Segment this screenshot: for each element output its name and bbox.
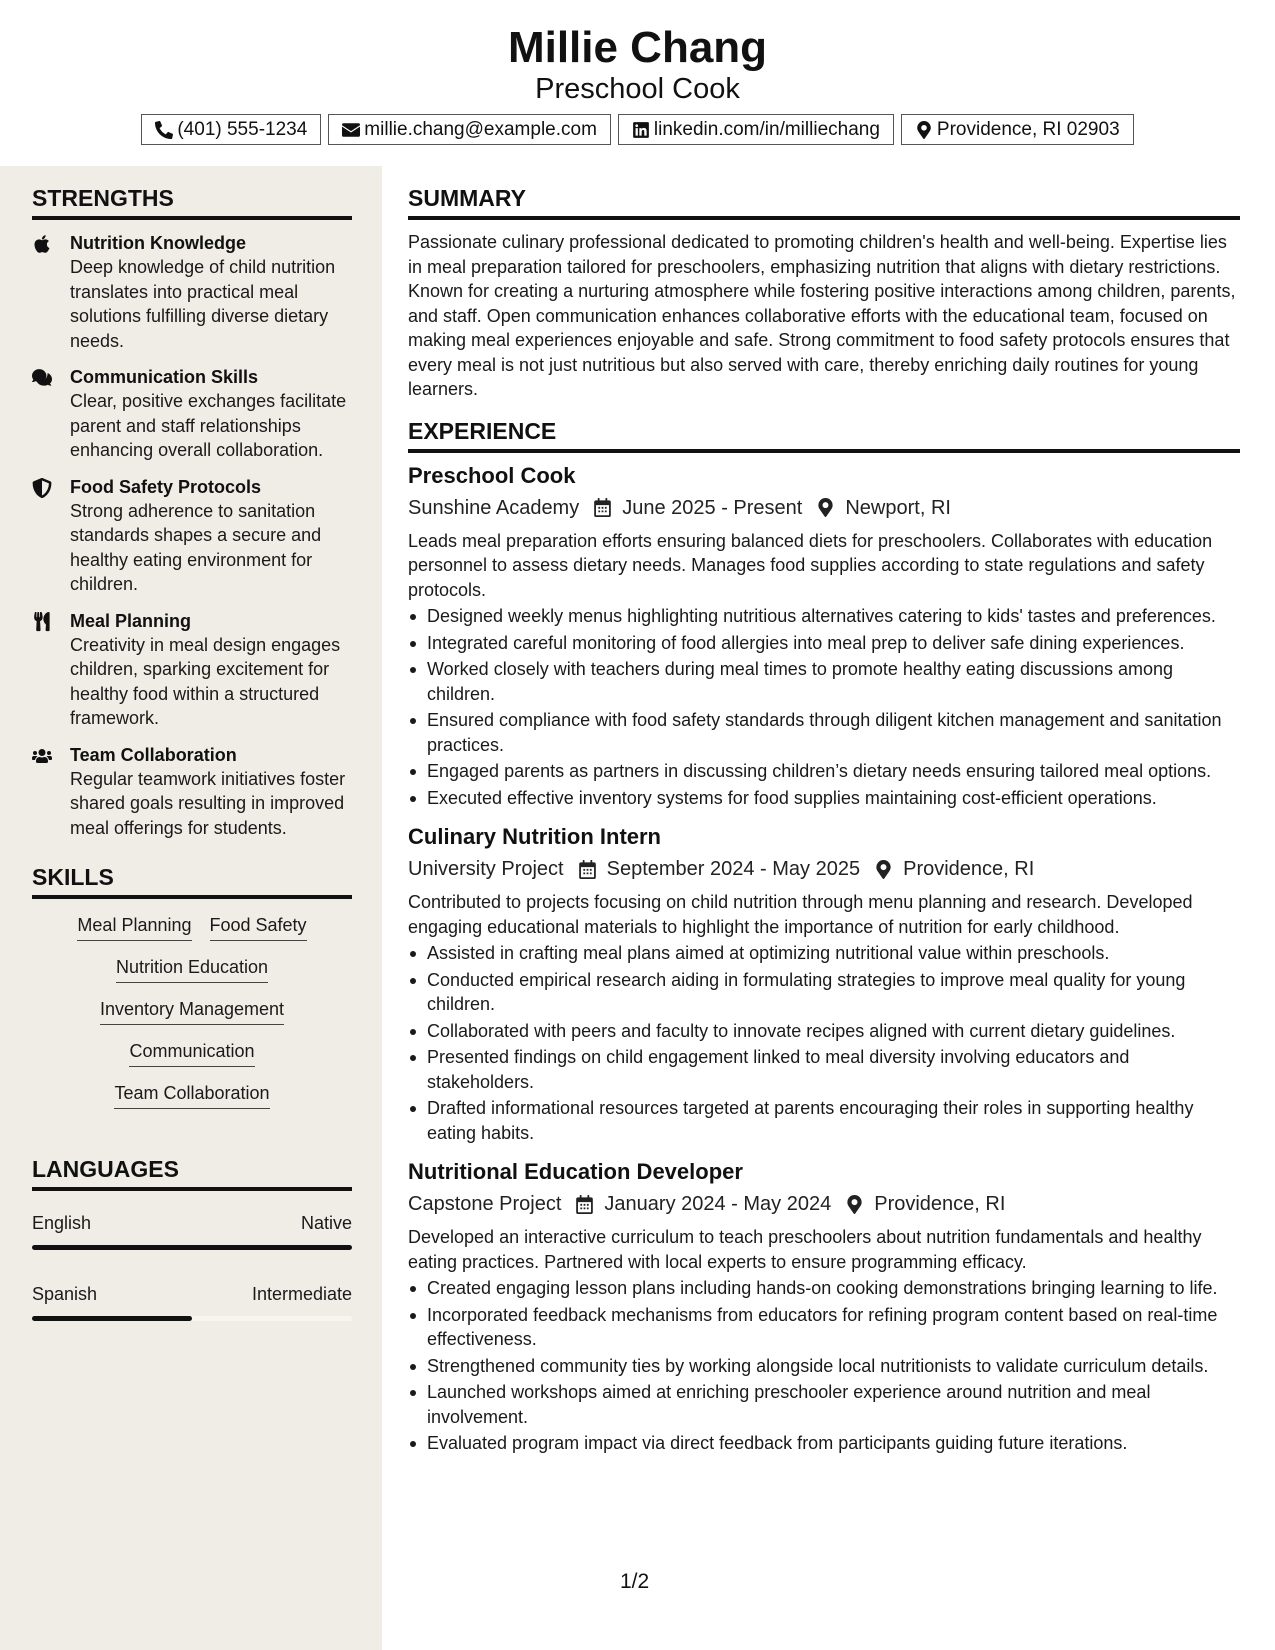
job-meta [408, 493, 1240, 523]
job-bullet: Strengthened community ties by working alongside local nutritionists to validate curriculum details. [408, 1354, 1240, 1379]
linkedin-icon [632, 121, 650, 139]
strengths-title: STRENGTHS [32, 166, 352, 220]
map-pin-icon [816, 498, 835, 517]
strength-title: Team Collaboration [70, 744, 237, 765]
map-pin-icon [874, 860, 893, 879]
job-bullet: Integrated careful monitoring of food allergies into meal prep to deliver safe dining experiences. [408, 631, 1240, 656]
job-bullet: Assisted in crafting meal plans aimed at optimizing nutritional value within preschools. [408, 941, 1240, 966]
strength-desc: Regular teamwork initiatives foster shared goals resulting in improved meal offerings for students. [70, 768, 346, 838]
strength-title: Nutrition Knowledge [70, 233, 246, 253]
job-bullet: Conducted empirical research aiding in formulating strategies to improve meal quality for young children. [408, 968, 1240, 1017]
job-bullet: Worked closely with teachers during meal times to promote healthy eating discussions among children. [408, 657, 1240, 706]
job-bullet: Engaged parents as partners in discussing children’s dietary needs ensuring tailored meal options. [408, 759, 1240, 784]
users-icon [32, 746, 52, 766]
sidebar [0, 166, 382, 1650]
strength-desc: Deep knowledge of child nutrition translates into practical meal solutions fulfilling diverse dietary needs. [70, 257, 336, 351]
map-pin-icon [845, 1195, 864, 1214]
languages-section [32, 1137, 352, 1191]
experience-title: EXPERIENCE [408, 402, 1240, 453]
contact-email-text: millie.chang@example.com [364, 118, 597, 140]
strengths-section [32, 166, 352, 220]
languages-title: LANGUAGES [32, 1137, 352, 1191]
job-bullet: Drafted informational resources targeted at parents encouraging their roles in supporting healthy eating habits. [408, 1096, 1240, 1145]
job-meta [408, 1189, 1240, 1219]
strength-title: Food Safety Protocols [70, 476, 262, 497]
language-level: Intermediate [251, 1284, 352, 1304]
job-dates: January 2024 - May 2024 [604, 1193, 832, 1215]
skill-tag: Meal Planning [77, 913, 191, 941]
job-bullet: Presented findings on child engagement linked to meal diversity involving educators and stakeholders. [408, 1045, 1240, 1094]
skill-tag: Food Safety [210, 913, 307, 941]
contact-email[interactable] [328, 114, 611, 145]
job-entry [408, 1157, 1240, 1456]
job-entry [408, 822, 1240, 1145]
contact-location-text: Providence, RI 02903 [936, 118, 1120, 140]
job-description: Developed an interactive curriculum to teach preschoolers about nutrition fundamentals and healthy eating practices. Partnered with local experts to ensure programming efficacy. [408, 1227, 1202, 1272]
skill-tag: Nutrition Education [116, 955, 268, 983]
skill-tag: Team Collaboration [114, 1081, 269, 1109]
strength-title: Meal Planning [70, 610, 192, 631]
job-location: Providence, RI [874, 1193, 1006, 1215]
job-meta [408, 854, 1240, 884]
job-bullet: Incorporated feedback mechanisms from educators for refining program content based on real-time effectiveness. [408, 1303, 1240, 1352]
language-name: Spanish [32, 1284, 98, 1304]
job-bullet: Designed weekly menus highlighting nutritious alternatives catering to kids' tastes and preferences. [408, 604, 1240, 629]
strength-item [32, 365, 352, 463]
job-bullet: Ensured compliance with food safety standards through diligent kitchen management and sanitation practices. [408, 708, 1240, 757]
job-bullets [408, 941, 1240, 1145]
candidate-name: Millie Chang [507, 23, 768, 72]
job-bullet: Launched workshops aimed at enriching preschooler experience around nutrition and meal involvement. [408, 1380, 1240, 1429]
calendar-icon [578, 860, 597, 879]
strength-desc: Clear, positive exchanges facilitate parent and staff relationships enhancing overall collaboration. [70, 391, 347, 460]
job-title: Nutritional Education Developer [408, 1159, 743, 1184]
job-bullet: Evaluated program impact via direct feedback from participants guiding future iterations. [408, 1431, 1240, 1456]
envelope-icon [342, 121, 360, 139]
job-org: Capstone Project [408, 1193, 562, 1215]
contact-linkedin-text: linkedin.com/in/milliechang [653, 118, 880, 140]
skills-title: SKILLS [32, 852, 352, 899]
candidate-role: Preschool Cook [535, 73, 740, 105]
calendar-icon [575, 1195, 594, 1214]
resume-header [0, 0, 1275, 166]
contact-linkedin[interactable] [618, 114, 894, 145]
job-bullet: Collaborated with peers and faculty to innovate recipes aligned with current dietary guidelines. [408, 1019, 1240, 1044]
job-location: Newport, RI [845, 496, 951, 519]
job-dates: June 2025 - Present [622, 496, 803, 519]
contact-bar [0, 114, 1275, 145]
skill-tag: Inventory Management [100, 997, 284, 1025]
page-number: 1/2 [620, 1570, 650, 1593]
strength-item [32, 743, 352, 841]
job-org: University Project [408, 858, 564, 880]
strength-item [32, 609, 352, 731]
map-pin-icon [915, 121, 933, 139]
summary-text: Passionate culinary professional dedicated to promoting children's health and well-being. Expertise lies in meal preparation tailored for preschoolers, emphasizing nutrition that aligns with dietary restrictions. Known for creating a nurturing atmosphere while fostering positive interactions among children, parents, and staff. Open communication enhances collaborative efforts with the educational team, focused on making meal experiences enjoyable and safe. Strong commitment to food safety protocols ensures that every meal is not just nutritious but also served with care, thereby enriching daily routines for young learners. [408, 232, 1236, 399]
job-dates: September 2024 - May 2025 [606, 858, 861, 880]
job-title: Preschool Cook [408, 462, 576, 488]
language-proficiency-bar [32, 1316, 352, 1321]
language-name: English [32, 1213, 92, 1233]
job-bullets [408, 1276, 1240, 1456]
comments-icon [32, 368, 52, 388]
job-title: Culinary Nutrition Intern [408, 824, 661, 849]
apple-icon [32, 234, 52, 254]
strength-title: Communication Skills [70, 367, 259, 387]
strengths-list [0, 231, 382, 840]
contact-location [901, 114, 1134, 145]
phone-icon [155, 121, 173, 139]
job-entry [408, 461, 1240, 811]
language-item [32, 1282, 352, 1321]
job-description: Contributed to projects focusing on child nutrition through menu planning and research. Developed engaging educational materials to highlight the importance of nutrition for early childhood. [408, 892, 1193, 937]
job-bullet: Created engaging lesson plans including hands-on cooking demonstrations bringing learning to life. [408, 1276, 1240, 1301]
utensils-icon [32, 612, 52, 632]
calendar-icon [593, 498, 612, 517]
summary-title: SUMMARY [408, 166, 1240, 220]
job-org: Sunshine Academy [408, 496, 580, 519]
contact-phone-text: (401) 555-1234 [177, 118, 308, 140]
skill-tag: Communication [129, 1039, 254, 1067]
shield-icon [32, 478, 52, 498]
main-content [408, 166, 1240, 1456]
language-proficiency-bar [32, 1245, 352, 1250]
job-bullets [408, 604, 1240, 810]
language-proficiency-fill [32, 1316, 192, 1321]
language-level: Native [300, 1213, 352, 1233]
job-location: Providence, RI [903, 858, 1035, 880]
language-proficiency-fill [32, 1245, 352, 1250]
skills-section [32, 852, 352, 899]
skills-list [32, 913, 352, 1109]
job-description: Leads meal preparation efforts ensuring balanced diets for preschoolers. Collaborates with education personnel to assess dietary needs. Manages food supplies according to state regulations and safety protocols. [408, 530, 1213, 600]
contact-phone[interactable] [141, 114, 321, 145]
strength-desc: Strong adherence to sanitation standards shapes a secure and healthy eating environment for children. [70, 500, 322, 594]
job-bullet: Executed effective inventory systems for food supplies maintaining cost-efficient operations. [408, 786, 1240, 811]
strength-item [32, 475, 352, 597]
strength-desc: Creativity in meal design engages children, sparking excitement for healthy food within a structured framework. [70, 634, 341, 728]
language-item [32, 1211, 352, 1250]
strength-item [32, 231, 352, 353]
